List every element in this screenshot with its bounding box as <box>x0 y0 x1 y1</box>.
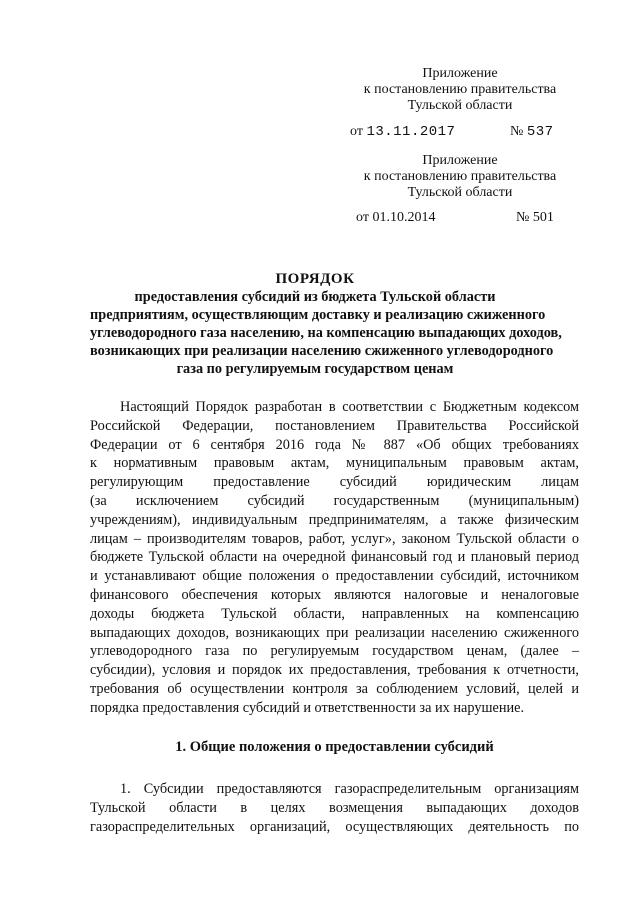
section-title: 1. Общие положения о предоставлении субсидий <box>175 739 494 755</box>
date-value: 13.11.2017 <box>366 124 456 140</box>
appendix-line: Тульской области <box>407 98 513 113</box>
number-block <box>516 210 554 226</box>
paragraph-line: и устанавливают общие положения о предоставлении субсидий, источником <box>90 568 579 585</box>
paragraph-line: 1. Субсидии предоставляются газораспределительным организациям <box>120 781 579 797</box>
section-1-paragraph <box>90 780 579 836</box>
date-label: от <box>356 210 369 225</box>
paragraph-line: требования об осуществлении контроля за соблюдением условий, целей и <box>90 680 579 697</box>
document-title <box>90 270 562 378</box>
paragraph-line: регулирующим предоставление субсидий юридическим лицам <box>90 474 579 491</box>
appendix-line: Приложение <box>422 66 498 81</box>
appendix-line: к постановлению правительства <box>363 169 557 184</box>
number-label: № <box>516 210 530 225</box>
title-line: предприятиям, осуществляющим доставку и реализацию сжиженного <box>90 307 546 323</box>
number-value: 501 <box>532 210 554 225</box>
paragraph-line: к нормативным правовым актам, муниципальным правовым актам, <box>90 455 579 472</box>
paragraph-line: порядка предоставления субсидий и ответственности за их нарушение. <box>90 699 525 716</box>
intro-paragraph <box>90 398 579 718</box>
paragraph-line: углеводородного газа по регулируемым государством ценам, (далее – <box>90 643 579 660</box>
paragraph-line: выпадающих доходов, возникающих при реализации населению сжиженного <box>90 624 579 641</box>
paragraph-line: Тульской области в целях возмещения выпадающих доходов <box>90 799 579 816</box>
paragraph-line: бюджете Тульской области на очередной финансовый год и плановый период <box>90 549 579 566</box>
title-line: предоставления субсидий из бюджета Тульской области <box>134 289 496 305</box>
paragraph-line: лицам – производителям товаров, работ, услуг», законом Тульской области о <box>90 530 579 547</box>
date-value: 01.10.2014 <box>372 210 436 225</box>
appendix-current-header <box>340 66 580 114</box>
paragraph-line: Федерации от 6 сентября 2016 года № 887 «Об общих требованиях <box>90 436 579 453</box>
appendix-original-date-row <box>356 210 554 226</box>
paragraph-line: (за исключением субсидий государственным (муниципальным) <box>90 492 579 509</box>
title-line: углеводородного газа населению, на компенсацию выпадающих доходов, <box>90 325 562 341</box>
paragraph-line: Настоящий Порядок разработан в соответствии с Бюджетным кодексом <box>120 399 579 415</box>
number-block <box>510 124 554 140</box>
appendix-line: Тульской области <box>407 185 513 200</box>
number-label: № <box>510 124 524 139</box>
paragraph-line: Российской Федерации, постановлением Правительства Российской <box>90 417 579 434</box>
title-heading: ПОРЯДОК <box>275 271 355 287</box>
paragraph-line: субсидии), условия и порядок их предоставления, требования к отчетности, <box>90 662 579 679</box>
appendix-current-date-row <box>350 124 554 140</box>
date-label: от <box>350 124 363 139</box>
appendix-original-header <box>340 153 580 201</box>
title-line: газа по регулируемым государством ценам <box>176 361 454 377</box>
title-line: возникающих при реализации населению сжиженного углеводородного <box>90 343 554 359</box>
appendix-line: к постановлению правительства <box>363 82 557 97</box>
paragraph-line: финансового обеспечения которых являются налоговые и неналоговые <box>90 586 579 603</box>
paragraph-line: газораспределительных организаций, осуществляющих деятельность по <box>90 818 579 835</box>
number-value: 537 <box>526 124 554 140</box>
paragraph-line: учреждениям), индивидуальным предпринимателям, а также физическим <box>90 511 579 528</box>
paragraph-line: доходы бюджета Тульской области, направленных на компенсацию <box>90 605 579 622</box>
appendix-line: Приложение <box>422 153 498 168</box>
